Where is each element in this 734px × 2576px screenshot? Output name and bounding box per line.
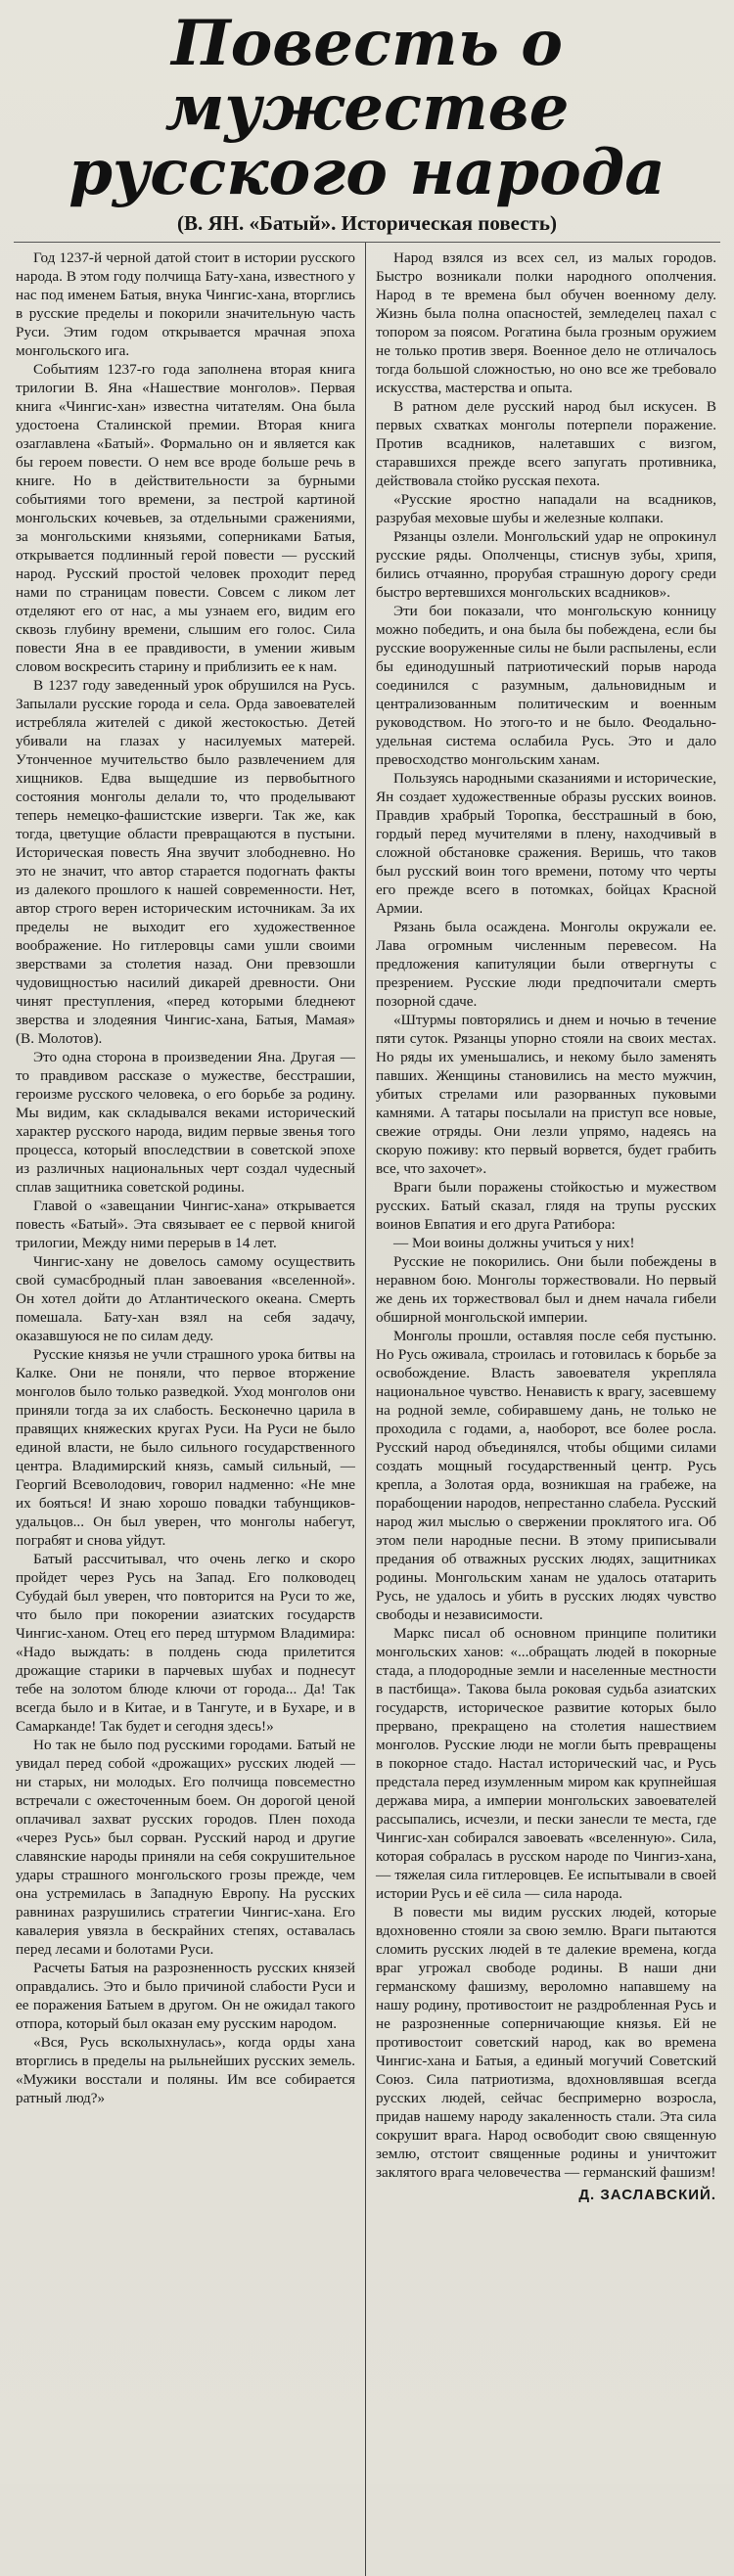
paragraph: «Вся, Русь всколыхнулась», когда орды хана вторглись в пределы на рыльнейших русских земель. «Мужики восстали и поляны. Им все собирается ратный люд?» bbox=[16, 2034, 355, 2106]
paragraph: Маркс писал об основном принципе политики монгольских ханов: «...обращать людей в покорные стада, а плодородные земли и населенные местности в пастбища». Такова была роковая судьба азиатских государств, историческое развитие которых было прервано, прекращено на столетия нашествием монголов. Русские люди не могли быть превращены в покорное стадо. Настал исторический час, и Русь предстала перед изумленным миром как крупнейшая держава мира, а империи монгольских завоевателей рассыпались, исчезли, и пески занесли те места, где Чингис-хан собирался завоевать «вселенную». Сила, которая собралась в русском народе по Чингиз-хана, — тяжелая сила гитлеровцев. Ее испытывали в своей истории Русь и её сила — сила народа. bbox=[376, 1625, 716, 1902]
right-column bbox=[366, 243, 718, 2576]
paragraph: Эти бои показали, что монгольскую конницу можно победить, и она была бы побеждена, если бы русские вооруженные силы не были распылены, если бы единодушный патриотический порыв народа соединился с разумным, дальновидным и централизованным политическим и военным руководством. Но этого-то и не было. Феодально-удельная система ослабила Русь. Это и дало превосходство монгольским ханам. bbox=[376, 603, 716, 768]
paragraph: Пользуясь народными сказаниями и исторические, Ян создает художественные образы русских воинов. Правдив храбрый Торопка, бесстрашный в бою, гордый перед мучителями в плену, находчивый в сложной обстановке сражения. Веришь, что таков был русский воин того времени, потому что черты его прежде всего в потомках, бойцах Красной Армии. bbox=[376, 770, 716, 917]
headline-line-1: Повесть о мужестве bbox=[164, 7, 570, 145]
paragraph: «Штурмы повторялись и днем и ночью в течение пяти суток. Рязанцы упорно стояли на своих местах. Но ряды их уменьшались, и некому было заменять павших. Женщины становились на место мужчин, убитых стрелами или разорванных пуковыми камнями. А татары посылали на приступ все новые, свежие отряды. Они лезли упрямо, надеясь на скорую поживу: кто первый ворвется, будет грабить все, что захочет». bbox=[376, 1012, 716, 1177]
paragraph: Год 1237-й черной датой стоит в истории русского народа. В этом году полчища Бату-хана, известного у нас под именем Батыя, внука Чингис-хана, вторглись в русские пределы и покорили значительную часть Руси. Этим годом открывается мрачная эпоха монгольского ига. bbox=[16, 249, 355, 359]
author-signature: Д. ЗАСЛАВСКИЙ. bbox=[578, 2187, 716, 2203]
left-column bbox=[14, 243, 366, 2576]
paragraph: В ратном деле русский народ был искусен. В первых схватках монголы потерпели поражение. Против всадников, налетавших с визгом, старавшихся прежде всего запугать противника, действовала стойко русская пехота. bbox=[376, 398, 716, 489]
paragraph: Рязанцы озлели. Монгольский удар не опрокинул русские ряды. Ополченцы, стиснув зубы, хрипя, бились отчаянно, прорубая страшную дорогу среди быстро вертевшихся монгольских всадников». bbox=[376, 528, 716, 601]
paragraph: Расчеты Батыя на разрозненность русских князей оправдались. Это и было причиной слабости Руси и ее поражения Батыем в другом. Он не ожидал такого отпора, который был оказан ему русским народом. bbox=[16, 1960, 355, 2032]
paragraph: Русские не покорились. Они были побеждены в неравном бою. Монголы торжествовали. Но первый же день их торжествовал был и днем начала гибели обширной монгольской империи. bbox=[376, 1253, 716, 1326]
paragraph: «Русские яростно нападали на всадников, разрубая меховые шубы и железные колпаки. bbox=[376, 491, 716, 526]
paragraph: В 1237 году заведенный урок обрушился на Русь. Запылали русские города и села. Орда завоевателей истребляла жителей с дикой жестокостью. Детей убивали на глазах у насилуемых матерей. Утонченное мучительство было развлечением для хищников. Едва выщедшие из первобытного состояния монголы делали то, что проделывают теперь немецко-фашистские изверги. Так же, как тогда, цветущие области превращаются в пустыни. Историческая повесть Яна звучит злободневно. Но это не значит, что автор старается подогнать факты из далекого прошлого к нашей современности. Нет, автор строго верен историческим источникам. За их пределы не выходит его художественное воображение. Но гитлеровцы сами ушли своими зверствами за столетия назад. Они превзошли чудовищностью насилий дикарей древности. Они чинят преступления, «перед которыми бледнеют зверства и злодеяния Чингис-хана, Батыя, Мамая» (В. Молотов). bbox=[16, 677, 355, 1047]
paragraph: Это одна сторона в произведении Яна. Другая — то правдивом рассказе о мужестве, бесстрашии, героизме русского человека, о его борьбе за родину. Мы видим, как складывался веками исторический характер русского народа, видим первые звенья того процесса, который впоследствии в советской эпохе из различных национальных черт создал чудесный сплав защитника советской родины. bbox=[16, 1049, 355, 1196]
paragraph: Событиям 1237-го года заполнена вторая книга трилогии В. Яна «Нашествие монголов». Первая книга «Чингис-хан» известна читателям. Она была удостоена Сталинской премии. Вторая книга озаглавлена «Батый». Формально он и является как бы героем повести. О нем все вроде больше речь в книге. Но в действительности за бурными событиями того времени, за пестрой картиной монгольских кочевьев, за отдельными сражениями, за монгольскими князьями, соперниками Батыя, открывается подлинный герой повести — русский народ. Русский простой человек проходит перед нами по страницам повести. Совсем с ликом лет отделяют его от нас, а мы узнаем его, видим его сквозь глубину времени, слышим его голос. Сила повести Яна в ее правдивости, в умении живым словом воскресить старину и приблизить ее к нам. bbox=[16, 361, 355, 675]
paragraph: Главой о «завещании Чингис-хана» открывается повесть «Батый». Эта связывает ее с первой книгой трилогии, Между ними перерыв в 14 лет. bbox=[16, 1198, 355, 1251]
article-headline bbox=[14, 7, 720, 209]
paragraph: В повести мы видим русских людей, которые вдохновенно стояли за свою землю. Враги пытаются сломить русских людей в те далекие времена, когда враг угрожал свободе родины. В наши дни германскому фашизму, вероломно напавшему на нашу родину, противостоит не раздробленная Русь и не разрозненные соперничающие князья. Ей не противостоит советский народ, как во времена Чингис-хана и Батыя, а единый могучий Советский Союз. Сила патриотизма, вдохновлявшая всегда русских людей, сейчас беспримерно возросла, придав нашему народу закаленность стали. Эта сила сокрушит врага. Народ освободит свою священную землю, отстоит священные родины и уничтожит заклятого врага человечества — германский фашизм! bbox=[376, 1904, 716, 2181]
paragraph: Батый рассчитывал, что очень легко и скоро пройдет через Русь на Запад. Его полководец Субудай был уверен, что повторится на Руси то же, что было при покорении азиатских государств Чингис-ханом. Отец его перед штурмом Владимира: «Надо выждать: в полдень сюда прилетится дрожащие старики в парчевых шубах и поднесут тебе на золотом блюде ключи от города... Да! Так всегда было и в Китае, и в Тангуте, и в Бухаре, и в Самарканде! Так будет и сегодня здесь!» bbox=[16, 1551, 355, 1735]
article-subtitle: (В. ЯН. «Батый». Историческая повесть) bbox=[177, 211, 557, 235]
article-body bbox=[14, 242, 720, 2576]
paragraph: Русские князья не учли страшного урока битвы на Калке. Они не поняли, что первое вторжение монголов было только разведкой. Уход монголов они приняли тогда за их слабость. Бесконечно царила в правящих княжеских кругах Руси. На Руси не было единой власти, не было сильного государственного центра. Владимирский князь, самый сильный, — Георгий Всеволодович, говорил надменно: «Не мне их бояться! И знаю хорошо повадки табунщиков-удальцов... Он был уверен, что монголы набегут, пограбят и снова уйдут. bbox=[16, 1346, 355, 1549]
paragraph: Рязань была осаждена. Монголы окружали ее. Лава огромным численным перевесом. На предложения капитуляции были отвергнуты с презрением. Русские люди предпочитали смерть позорной сдаче. bbox=[376, 919, 716, 1010]
paragraph: Но так не было под русскими городами. Батый не увидал перед собой «дрожащих» русских людей — ни старых, ни молодых. Его полчища повсеместно встречали с ожесточенным боем. Он дорогой ценой оплачивал захват русских городов. Плен похода «через Русь» был сорван. Русский народ и другие славянские народы приняли на себя сокрушительное удары страшного монгольского грозы прежде, чем она устремилась в Западную Европу. На русских равнинах разрушились стратегии Чингис-хана. Его кавалерия увязла в бескрайних степях, оставалась перед лесами и болотами Руси. bbox=[16, 1737, 355, 1958]
paragraph: Монголы прошли, оставляя после себя пустыню. Но Русь оживала, строилась и готовилась к борьбе за освобождение. Власть завоевателя укрепляла национальное чувство. Ненависть к врагу, засевшему на родной земле, собиравшему дань, не только не проходила с годами, а, наоборот, все более росла. Русский народ объединялся, чтобы общими силами создать мощный государственный центр. Русь крепла, а Золотая орда, возникшая на грабеже, на порабощении народов, непрестанно слабела. Русский народ жил мыслью о свержении проклятого ига. Об этом пели народные песни. В этому приписывали предания об отважных русских людях, защитниках родины. Монгольским ханам не удалось отатарить Русь, не удалось и убить в русских людях чувство свободы и независимости. bbox=[376, 1328, 716, 1623]
paragraph: — Мои воины должны учиться у них! bbox=[393, 1235, 635, 1251]
paragraph: Чингис-хану не довелось самому осуществить свой сумасбродный план завоевания «вселенной». Он хотел дойти до Атлантического океана. Смерть помешала. Бату-хан взял на себя задачу, оказавшуюся не по силам деду. bbox=[16, 1253, 355, 1344]
headline-line-2: русского народа bbox=[69, 136, 665, 209]
paragraph: Враги были поражены стойкостью и мужеством русских. Батый сказал, глядя на трупы русских воинов Евпатия и его друга Ратибора: bbox=[376, 1179, 716, 1233]
paragraph: Народ взялся из всех сел, из малых городов. Быстро возникали полки народного ополчения. Народ в те времена был обучен военному делу. Жизнь была полна опасностей, земледелец пахал с топором за поясом. Рогатина была грозным оружием не только против зверя. Военное дело не отличалось тогда большой сложностью, но оно все же требовало искусства, мастерства и опыта. bbox=[376, 249, 716, 396]
